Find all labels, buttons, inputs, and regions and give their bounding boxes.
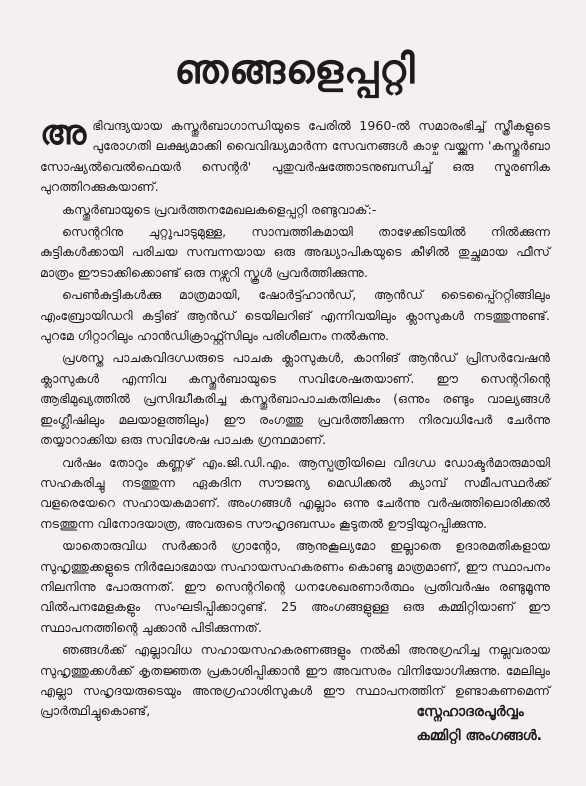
paragraph-girls-classes: പെൺകുട്ടികൾക്കു മാത്രമായി, ഷോർട്ട്ഹാൻഡ്, ആൻഡ് ടൈപ്പ്റൈറ്റിങ്ങിലും എംബ്രോയിഡറി കട്ടിങ് ആൻഡ് ടെയിലറിങ് എന്നിവയിലും ക്ലാസുകൾ നടത്തുന്നുണ്ട്. പുറമേ ഗിറ്റാറിലും ഹാൻഡിക്രാഫ്റ്റ്സിലും പരിശീലനം നൽകുന്നു.: [40, 287, 550, 344]
signature-salutation: സ്നേഹാദരപൂർവ്വം: [416, 704, 524, 720]
drop-cap: അ: [40, 113, 87, 153]
paragraph-nursery-school: സെന്ററിനു ചുറ്റുപാടുമുള്ള, സാമ്പത്തികമായി താഴേക്കിടയിൽ നിൽക്കുന്ന കുട്ടികൾക്കായി പരിചയ സമ്പന്നയായ ഒരു അദ്ധ്യാപികയുടെ കീഴിൽ തുച്ഛമായ ഫീസ് മാത്രം ഈടാക്കിക്കൊണ്ട് ഒരു നഴ്സറി സ്കൂൾ പ്രവർത്തിക്കുന്നു.: [40, 224, 550, 280]
page-title: ഞങ്ങളെപ്പറ്റി: [174, 47, 416, 93]
paragraph-activities-heading: കസ്തൂർബായുടെ പ്രവർത്തനമേഖലകളെപ്പറ്റി രണ്ടുവാക്:-: [62, 201, 377, 217]
intro-text: ഭിവന്ദ്യയായ കസ്തൂർബാഗാന്ധിയുടെ പേരിൽ 1960-ൽ സമാരംഭിച്ച് സ്ത്രീകളുടെ പുരോഗതി ലക്ഷ്യമാക്കി വൈവിദ്ധ്യമാർന്ന സേവനങ്ങൾ കാഴ്ച വയ്ക്കുന്ന 'കസ്തൂർബാ സോഷ്യൽവെൽഫെയർ സെന്റർ' പുതുവർഷത്തോടനുബന്ധിച്ച് ഒരു സ്മരണിക പുറത്തിറക്കുകയാണ്.: [40, 118, 550, 195]
paragraph-thanks: ഞങ്ങൾക്ക് എല്ലാവിധ സഹായസഹകരണങ്ങളും നൽകി അനുഗ്രഹിച്ച നല്ലവരായ സുഹൃത്തുക്കൾക്ക് കൃതജ്ഞത പ്രകാശിപ്പിക്കാൻ ഈ അവസരം വിനിയോഗിക്കുന്നു. മേലിലും എല്ലാ സഹൃദയരുടെയും അനുഗ്രഹാശിസുകൾ ഈ സ്ഥാപനത്തിന് ഉണ്ടാകണമെന്ന് പ്രാർത്ഥിച്ചുകൊണ്ട്,: [40, 642, 550, 719]
signature-block: [417, 700, 542, 748]
signature-committee: കമ്മിറ്റി അംഗങ്ങൾ.: [416, 728, 542, 744]
paragraph-cookery-classes: പ്രശസ്ത പാചകവിദഗ്ധരുടെ പാചക ക്ലാസുകൾ, കാനിങ് ആൻഡ് പ്രിസർവേഷൻ ക്ലാസുകൾ എന്നിവ കസ്തൂർബായുടെ സവിശേഷതയാണ്. ഈ സെന്ററിന്റെ ആഭിമുഖ്യത്തിൽ പ്രസിദ്ധീകരിച്ച കസ്തൂർബാപാചകതിലകം (ഒന്നും രണ്ടും വാല്യങ്ങൾ ഇംഗ്ലീഷിലും മലയാളത്തിലും) ഈ രംഗത്തു പ്രവർത്തിക്കുന്ന നിരവധിപേർ ചേർന്നു തയ്യാറാക്കിയ ഒരു സവിശേഷ പാചക ഗ്രന്ഥമാണ്.: [40, 350, 550, 448]
body-text: [40, 113, 550, 722]
paragraph-funding: യാതൊരുവിധ സർക്കാർ ഗ്രാന്റോ, ആനുകൂല്യമോ ഇല്ലാതെ ഉദാരമതികളായ സുഹൃത്തുക്കളുടെ നിർലോഭമായ സഹായസഹകരണം കൊണ്ടു മാത്രമാണ്, ഈ സ്ഥാപനം നിലനിന്നു പോരുന്നത്. ഈ സെന്ററിന്റെ ധനശേഖരണാർത്ഥം പ്രതിവർഷം രണ്ടുമൂന്നു വിൽപനമേളകളും സംഘടിപ്പിക്കാറുണ്ട്. 25 അംഗങ്ങളുള്ള ഒരു കമ്മിറ്റിയാണ് ഈ സ്ഥാപനത്തിന്റെ ചുക്കാൻ പിടിക്കുന്നത്.: [40, 538, 550, 635]
paragraph-medical-camp: വർഷം തോറും കണ്ണഴ് എം.ജി.ഡി.എം. ആസ്പത്രിയിലെ വിദഗ്ധ ഡോക്ടർമാരുമായി സഹകരിച്ചു നടത്തുന്ന ഏകദിന സൗജന്യ മെഡിക്കൽ ക്യാമ്പ് സമീപസ്ഥർക്ക് വളരെയേറെ സഹായകമാണ്. അംഗങ്ങൾ എല്ലാം ഒന്നു ചേർന്നു വർഷത്തിലൊരിക്കൽ നടത്തുന്ന വിനോദയാത്ര, അവരുടെ സൗഹൃദബന്ധം കൂടുതൽ ഊട്ടിയുറപ്പിക്കുന്നു.: [40, 454, 550, 531]
intro-paragraph: [40, 113, 550, 198]
